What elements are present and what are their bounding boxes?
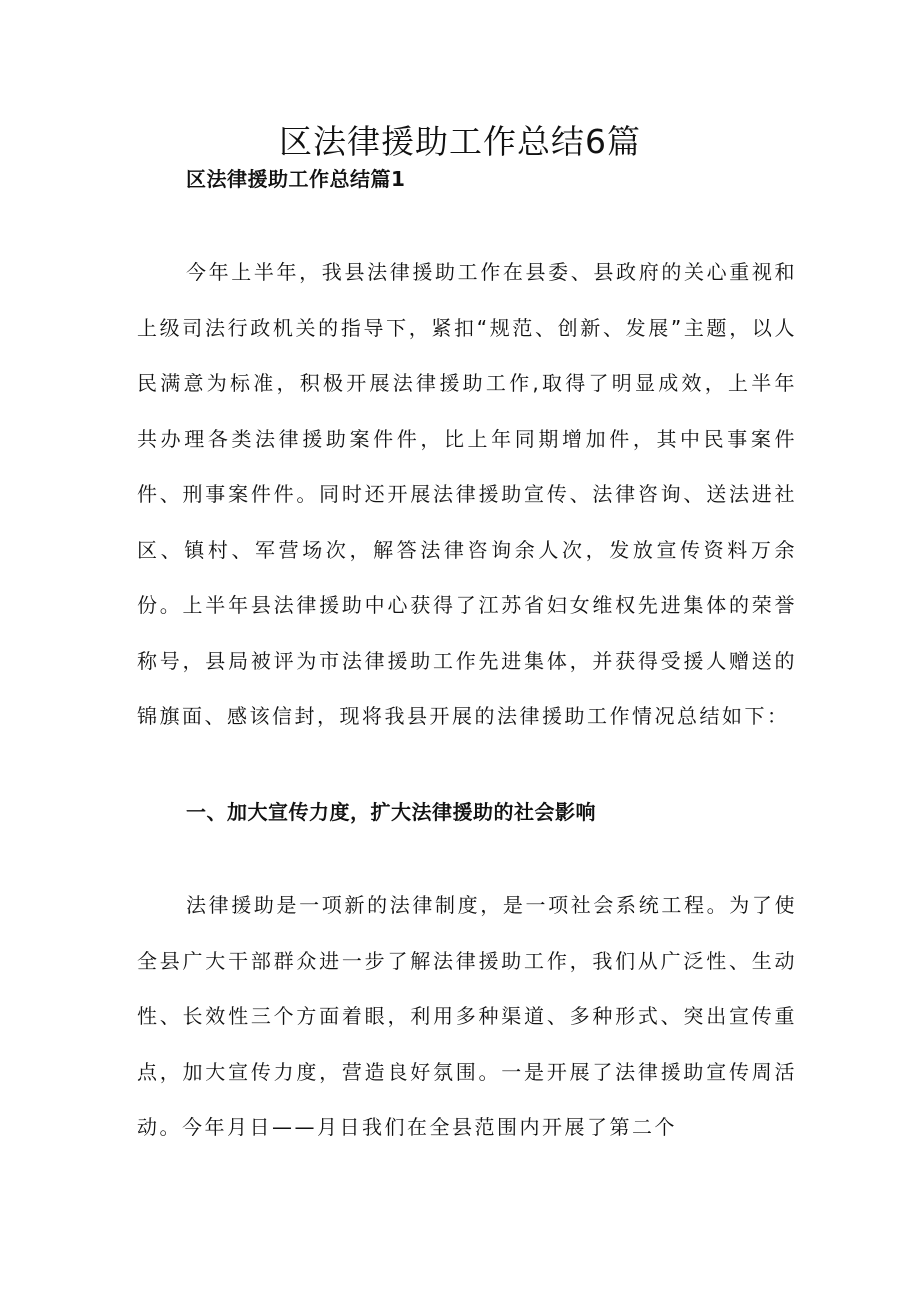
body-paragraph-2: 法律援助是一项新的法律制度，是一项社会系统工程。为了使全县广大干部群众进一步了解法律援助工作，我们从广泛性、生动性、长效性三个方面着眼，利用多种渠道、多种形式、突出宣传重点，加大宣传力度，营造良好氛围。一是开展了法律援助宣传周活动。今年月日——月日我们在全县范围内开展了第二个	[137, 893, 797, 1139]
subheading: 一、加大宣传力度，扩大法律援助的社会影响	[186, 800, 596, 824]
document-title: 区法律援助工作总结6篇	[279, 122, 641, 161]
body-paragraph-1: 今年上半年，我县法律援助工作在县委、县政府的关心重视和上级司法行政机关的指导下，紧扣“规范、创新、发展”主题，以人民满意为标准，积极开展法律援助工作,取得了明显成效，上半年共办理各类法律援助案件件，比上年同期增加件，其中民事案件件、刑事案件件。同时还开展法律援助宣传、法律咨询、送法进社区、镇村、军营场次，解答法律咨询余人次，发放宣传资料万余份。上半年县法律援助中心获得了江苏省妇女维权先进集体的荣誉称号，县局被评为市法律援助工作先进集体，并获得受援人赠送的锦旗面、感该信封，现将我县开展的法律援助工作情况总结如下：	[137, 260, 797, 728]
section-heading: 区法律援助工作总结篇1	[186, 167, 406, 191]
